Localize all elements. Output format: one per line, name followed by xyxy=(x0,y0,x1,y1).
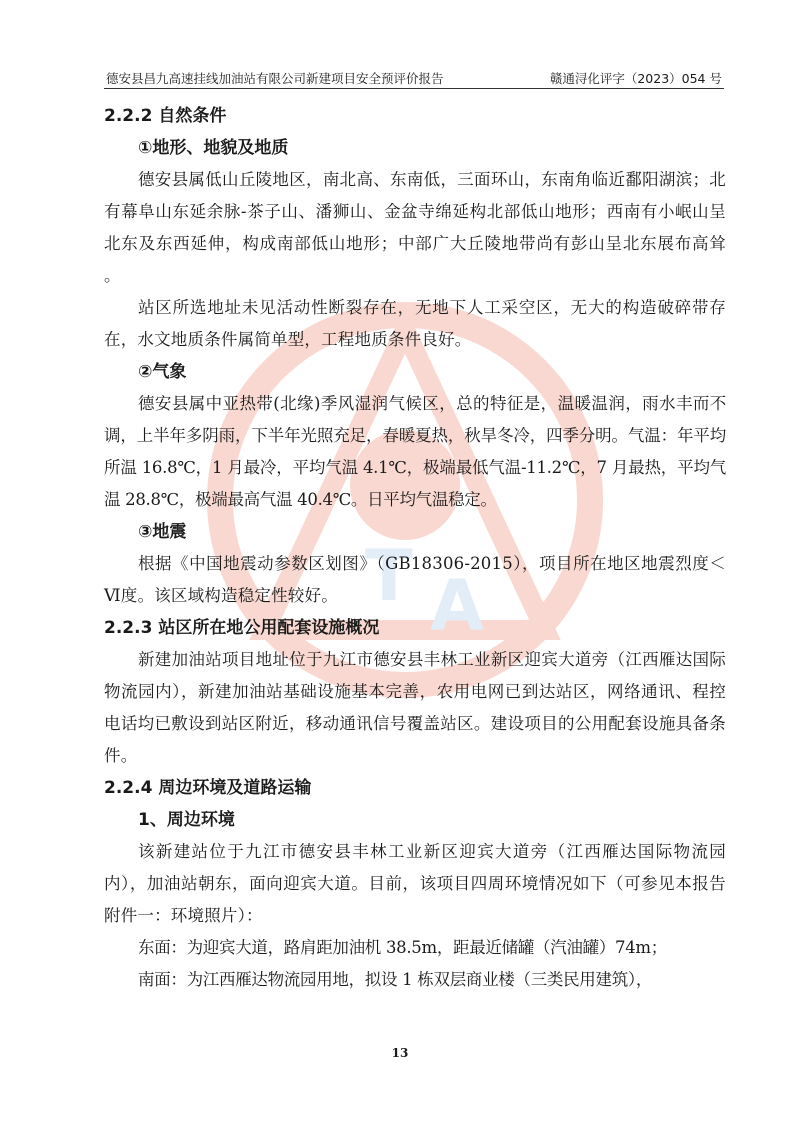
surroundings-subheading: 1、周边环境 xyxy=(138,810,235,830)
page-header xyxy=(104,66,724,89)
header-report-number: 赣通浔化评字（2023）054 号 xyxy=(549,71,722,86)
earthquake-subheading: ③地震 xyxy=(138,522,187,542)
climate-subheading: ②气象 xyxy=(138,362,187,382)
surroundings-east: 东面：为迎宾大道，路肩距加油机 38.5m，距最近储罐（汽油罐）74m； xyxy=(138,938,667,957)
terrain-paragraph-1: 德安县属低山丘陵地区，南北高、东南低，三面环山，东南角临近鄱阳湖滨；北有幕阜山东延余脉-茶子山、潘狮山、金盆寺绵延构北部低山地形；西南有小岷山呈北东及东西延伸，构成南部低山地形；中部广大丘陵地带尚有彭山呈北东展布高耸 。 xyxy=(104,170,726,285)
svg-text:T: T xyxy=(365,535,413,617)
terrain-subheading: ①地形、地貌及地质 xyxy=(138,138,289,158)
surroundings-paragraph-1: 该新建站位于九江市德安县丰林工业新区迎宾大道旁（江西雁达国际物流园内），加油站朝东，面向迎宾大道。目前，该项目四周环境情况如下（可参见本报告附件一：环境照片）： xyxy=(104,842,726,925)
section-2-2-2-heading: 2.2.2 自然条件 xyxy=(104,106,227,126)
utilities-paragraph: 新建加油站项目地址位于九江市德安县丰林工业新区迎宾大道旁（江西雁达国际物流园内），新建加油站基础设施基本完善，农用电网已到达站区，网络通讯、程控电话均已敷设到站区附近，移动通讯信号覆盖站区。建设项目的公用配套设施具备条件。 xyxy=(104,650,726,765)
climate-paragraph: 德安县属中亚热带(北缘)季风湿润气候区，总的特征是，温暖温润，雨水丰而不调，上半年多阴雨，下半年光照充足，春暖夏热，秋旱冬冷，四季分明。气温：年平均所温 16.8℃，1 月最冷，平均气温 4.1℃，极端最低气温-11.2℃，7 月最热，平均气温 28.8℃，极端最高气温 40.4℃。日平均气温稳定。 xyxy=(104,394,726,509)
page-body xyxy=(104,100,726,996)
section-2-2-3-heading: 2.2.3 站区所在地公用配套设施概况 xyxy=(104,618,380,638)
terrain-paragraph-2: 站区所选地址未见活动性断裂存在，无地下人工采空区，无大的构造破碎带存在，水文地质条件属简单型，工程地质条件良好。 xyxy=(104,298,726,349)
svg-text:A: A xyxy=(430,565,485,647)
section-2-2-4-heading: 2.2.4 周边环境及道路运输 xyxy=(104,778,312,798)
page-number: 13 xyxy=(391,1046,409,1060)
surroundings-south: 南面：为江西雁达物流园用地，拟设 1 栋双层商业楼（三类民用建筑）， xyxy=(138,970,653,989)
header-report-title: 德安县昌九高速挂线加油站有限公司新建项目安全预评价报告 xyxy=(106,71,444,86)
earthquake-paragraph: 根据《中国地震动参数区划图》（GB18306-2015），项目所在地区地震烈度＜Ⅵ度。该区域构造稳定性较好。 xyxy=(104,554,726,605)
